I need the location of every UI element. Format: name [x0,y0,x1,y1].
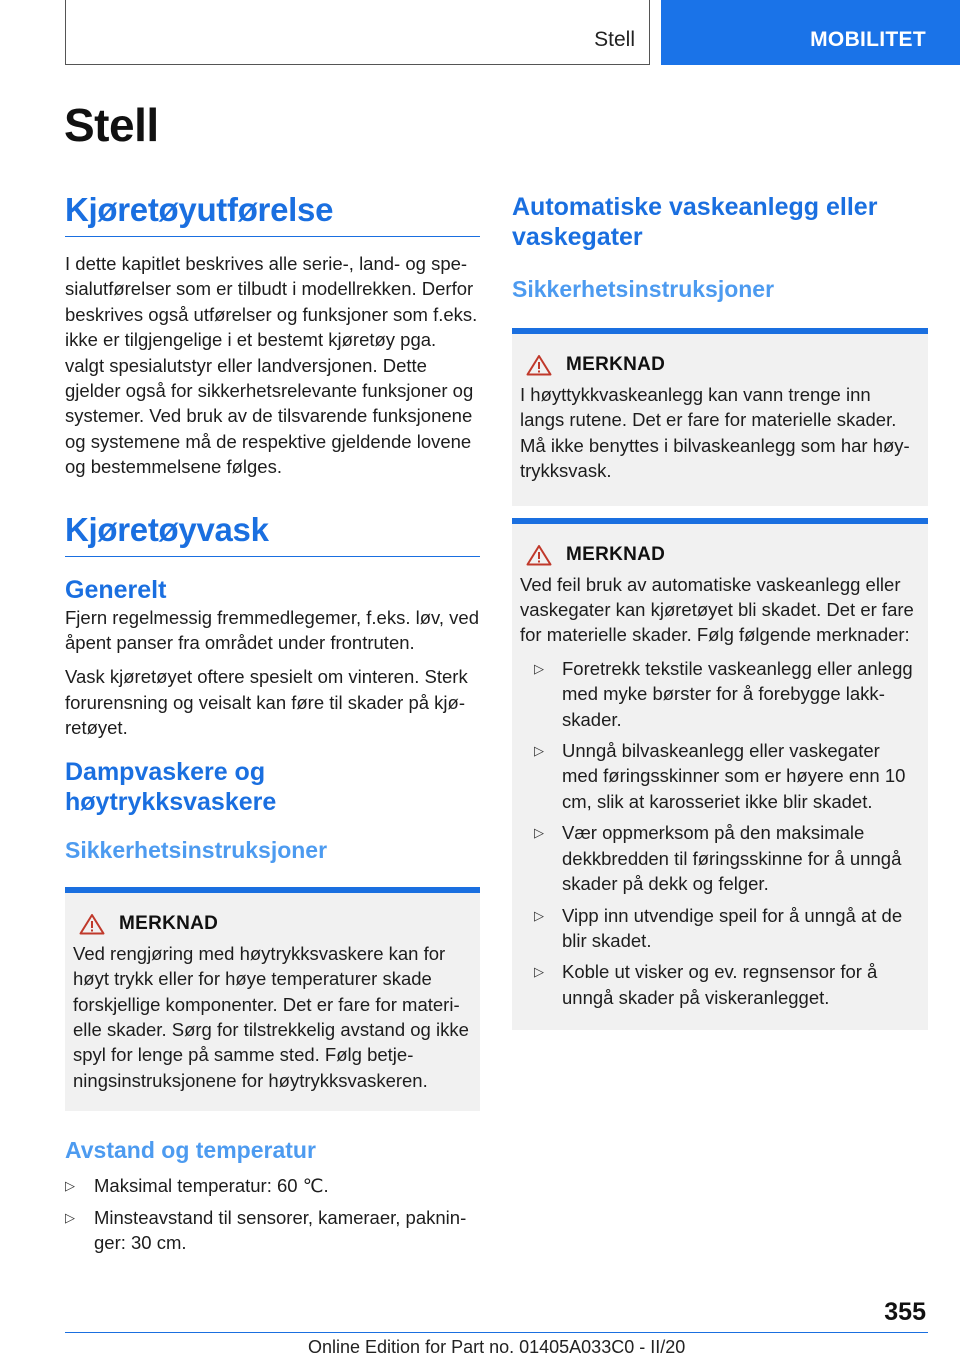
list-item: ▷ Unngå bilvaskeanlegg eller vaskegater med føringsskinner som er høyere enn 10 cm, slik at karosseriet ikke blir skadet. [534,740,906,812]
heading-automatic-wash: Automatiske vaskeanlegg eller vaskegater [512,193,878,251]
triangle-right-icon: ▷ [534,660,544,676]
heading-vehicle-version: Kjøretøyutførelse [65,190,480,237]
triangle-right-icon: ▷ [534,825,544,841]
notice-header [73,913,472,935]
notice-text: I høyttykkvaskeanlegg kan vann trenge inn langs rutene. Det er fare for materielle skader. Må ikke benyttes i bilvaskeanlegg som har høytrykksvask. [520,384,910,482]
triangle-right-icon: ▷ [534,964,544,980]
footer-edition: Online Edition for Part no. 01405A033C0 - II/20 [308,1337,686,1357]
notice-header [520,544,920,566]
header-section-box [65,0,650,65]
notice-box-automatic-wash [512,518,928,1031]
triangle-right-icon: ▷ [65,1178,75,1194]
spacer [512,506,928,518]
warning-triangle-icon [526,354,552,376]
notice-box-high-pressure-wash [512,328,928,506]
notice-title: MERKNAD [119,912,219,934]
notice-header [520,354,920,376]
notice-box-high-pressure [65,887,480,1111]
list-item: ▷ Koble ut visker og ev. regnsensor for å unngå skader på viskeranlegget. [534,961,878,1008]
triangle-right-icon: ▷ [534,907,544,923]
list-item: ▷ Minsteavstand til sensorer, kameraer, pakninger: 30 cm. [65,1206,467,1253]
header-chapter-label: MOBILITET [810,28,926,51]
notice-text: Ved feil bruk av automatiske vaskeanlegg eller vaskegater kan kjøretøyet bli skadet. Det er fare for materielle skader. Følg følgende merknader: [520,573,914,646]
list-item: ▷ Vær oppmerksom på den maksimale dekkbredden til føringsskinne for å unngå skader på dekk og felger. [534,822,902,895]
distance-list [65,1173,480,1255]
notice-title: MERKNAD [566,543,666,565]
footer-divider [65,1332,928,1333]
notice-title: MERKNAD [566,354,666,375]
list-item: ▷ Foretrekk tekstile vaskeanlegg eller anlegg med myke børster for å forebygge lakkskader. [534,657,913,730]
warning-triangle-icon [79,913,105,935]
heading-safety-left: Sikkerhetsinstruksjoner [65,836,328,863]
notice-list [520,656,920,1010]
header-section-label: Stell [594,28,635,51]
triangle-right-icon: ▷ [65,1209,75,1225]
header-chapter-tab[interactable] [661,0,960,65]
heading-general: Generelt [65,575,167,604]
paragraph-vehicle-version: I dette kapitlet beskrives alle serie-, land- og spesialutførelser som er tilbudt i modellrekken. Derfor beskrives også utførelser og funksjoner som f.eks. ikke er tilgjengelige i et bestemt kjøretøy pga. valgt spesialutstyr eller landversjonen. Dette gjelder også for sikkerhetsrelevante funksjoner og systemer. Ved bruk av de tilsvarende funksjonene og systemene må de respektive gjeldende lovene og bestemmelsene følges. [65,253,478,478]
notice-text: Ved rengjøring med høytrykksvaskere kan for høyt trykk eller for høye temperaturer skade forskjellige komponenter. Det er fare for materielle skader. Sørg for tilstrekkelig avstand og ikke spyl for lenge på samme sted. Følg betjeningsinstruksjonene for høytrykksvaskeren. [73,942,469,1091]
page-title: Stell [64,99,159,151]
heading-safety-right: Sikkerhetsinstruksjoner [512,276,775,302]
list-item: ▷ Maksimal temperatur: 60 ℃. [65,1173,480,1198]
right-column [512,192,928,1030]
heading-vehicle-wash: Kjøretøyvask [65,510,480,557]
heading-distance-temperature: Avstand og temperatur [65,1137,316,1164]
warning-triangle-icon [526,544,552,566]
paragraph-general-1: Fjern regelmessig fremmedlegemer, f.eks. løv, ved åpent panser fra området under frontruten. [65,606,479,654]
left-column [65,190,480,1261]
list-item: ▷ Vipp inn utvendige speil for å unngå at de blir skadet. [534,904,903,951]
triangle-right-icon: ▷ [534,743,544,759]
heading-steam-cleaners: Dampvaskere og høytrykksvaskere [65,757,277,816]
paragraph-general-2: Vask kjøretøyet oftere spesielt om vinteren. Sterk forurensning og veisalt kan føre til skader på kjøretøyet. [65,666,468,739]
page-number: 355 [884,1298,926,1326]
